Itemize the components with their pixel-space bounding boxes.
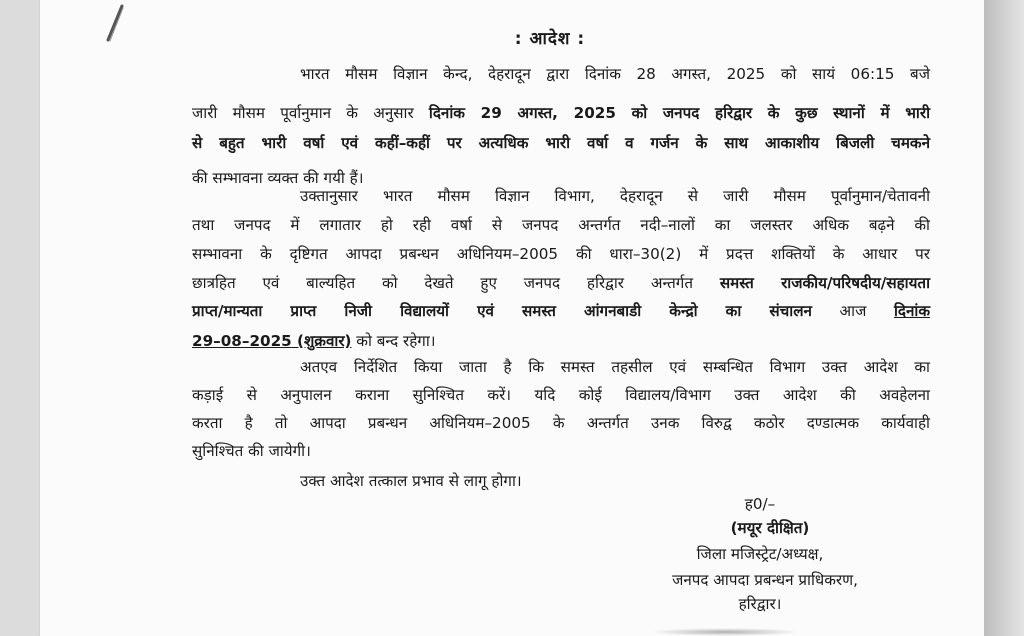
signatory-place: हरिद्वार। xyxy=(738,595,782,613)
para3-line3: करता है तो आपदा प्रबन्धन अधिनियम–2005 के अन्तर्गत उनक विरुद्व कठोर दण्डात्मक कार्यवाही xyxy=(192,414,930,432)
para2-line6-text: को बन्द रहेगा। xyxy=(351,332,436,350)
para1-line4: की सम्भावना व्यक्त की गयी हैं। xyxy=(192,169,364,187)
closure-date: 29–08–2025 (शुक्रवार) xyxy=(192,332,352,350)
para2-line1: उक्तानुसार भारत मौसम विज्ञान विभाग, देहरादून से जारी मौसम पूर्वानुमान/चेतावनी xyxy=(300,187,930,205)
para2-line5-text: आज xyxy=(811,302,894,320)
para1-line2-text: जारी मौसम पूर्वानुमान के अनुसार xyxy=(192,104,429,122)
para2-line2: तथा जनपद में लगातार हो रही वर्षा से जनपद अन्तर्गत नदी–नालों का जलस्तर अधिक बढ़ने की xyxy=(192,216,930,234)
para2-line5-bold: प्राप्त/मान्यता प्राप्त निजी विद्यालयों एवं समस्त आंगनबाडी केन्द्रो का संचालन xyxy=(192,302,812,320)
signatory-name: (मयूर दीक्षित) xyxy=(730,519,810,537)
para2-line5-date-label: दिनांक xyxy=(893,302,931,320)
signed-mark: ह0/– xyxy=(744,495,776,513)
para2-line4-bold: समस्त राजकीय/परिषदीय/सहायता xyxy=(719,274,931,292)
para1-line3: से बहुत भारी वर्षा एवं कहीं–कहीं पर अत्यधिक भारी वर्षा व गर्जन के साथ आकाशीय बिजली चमकने xyxy=(192,134,930,152)
para1-line2-bold: दिनांक 29 अगस्त, 2025 को जनपद हरिद्वार के कुछ स्थानों में भारी xyxy=(428,104,931,122)
para3-line1: अतएव निर्देशित किया जाता है कि समस्त तहसील एवं सम्बन्धित विभाग उक्त आदेश का xyxy=(300,358,930,376)
para4-line1: उक्त आदेश तत्काल प्रभाव से लागू होगा। xyxy=(300,472,522,490)
para2-line3: सम्भावना के दृष्टिगत आपदा प्रबन्धन अधिनियम–2005 की धारा–30(2) में प्रदत्त शक्तियों के आधार पर xyxy=(192,245,930,263)
para1-line2 xyxy=(192,103,930,123)
para2-line6 xyxy=(192,331,436,351)
para3-line4: सुनिश्चित की जायेगी। xyxy=(192,442,311,460)
para2-line5 xyxy=(192,301,930,321)
signatory-designation: जिला मजिस्ट्रेट/अध्यक्ष, xyxy=(696,545,824,563)
para3-line2: कड़ाई से अनुपालन कराना सुनिश्चित करें। यदि कोई विद्यालय/विभाग उक्त आदेश की अवहेलना xyxy=(192,386,930,404)
signatory-authority: जनपद आपदा प्रबन्धन प्राधिकरण, xyxy=(672,571,858,589)
order-heading: : आदेश : xyxy=(514,29,586,49)
cut-off-text-fragment xyxy=(650,628,800,636)
para1-line1: भारत मौसम विज्ञान केन्द, देहरादून द्वारा दिनांक 28 अगस्त, 2025 को सायं 06:15 बजे xyxy=(300,65,930,83)
para2-line4 xyxy=(192,273,930,293)
para2-line4-text: छात्रहित एवं बाल्यहित को देखते हुए जनपद हरिद्वार अन्तर्गत xyxy=(192,274,720,292)
